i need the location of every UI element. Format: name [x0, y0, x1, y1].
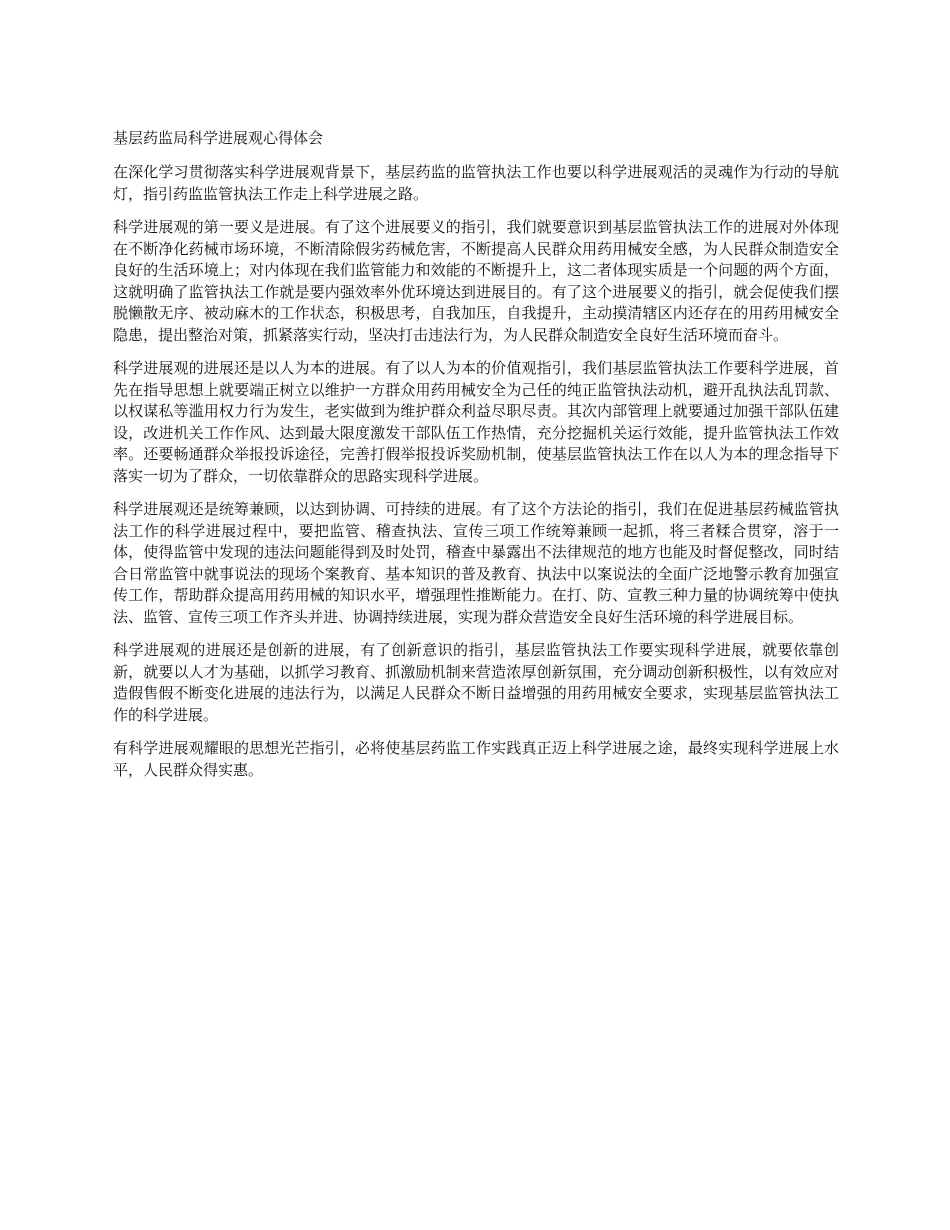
- document-title: 基层药监局科学进展观心得体会: [113, 129, 324, 147]
- paragraph-innovation: 科学进展观的进展还是创新的进展，有了创新意识的指引，基层监管执法工作要实现科学进展，就要依靠创新，就要以人才为基础，以抓学习教育、抓激励机制来营造浓厚创新氛围，充分调动创新积极性，以有效应对造假售假不断变化进展的违法行为，以满足人民群众不断日益增强的用药用械安全要求，实现基层监管执法工作的科学进展。: [113, 641, 839, 724]
- paragraph-people-oriented: 科学进展观的进展还是以人为本的进展。有了以人为本的价值观指引，我们基层监管执法工作要科学进展，首先在指导思想上就要端正树立以维护一方群众用药用械安全为己任的纯正监管执法动机，避开乱执法乱罚款、以权谋私等滥用权力行为发生，老实做到为维护群众利益尽职尽责。其次内部管理上就要通过加强干部队伍建设，改进机关工作作风、达到最大限度激发干部队伍工作热情，充分挖掘机关运行效能，提升监管执法工作效率。还要畅通群众举报投诉途径，完善打假举报投诉奖励机制，使基层监管执法工作在以人为本的理念指导下落实一切为了群众，一切依靠群众的思路实现科学进展。: [113, 359, 839, 485]
- paragraph-intro: 在深化学习贯彻落实科学进展观背景下，基层药监的监管执法工作也要以科学进展观活的灵魂作为行动的导航灯，指引药监监管执法工作走上科学进展之路。: [113, 163, 839, 203]
- paragraph-overall-planning: 科学进展观还是统筹兼顾，以达到协调、可持续的进展。有了这个方法论的指引，我们在促进基层药械监管执法工作的科学进展过程中，要把监管、稽查执法、宣传三项工作统筹兼顾一起抓，将三者糅合贯穿，溶于一体，使得监管中发现的违法问题能得到及时处罚，稽查中暴露出不法律规范的地方也能及时督促整改，同时结合日常监管中就事说法的现场个案教育、基本知识的普及教育、执法中以案说法的全面广泛地警示教育加强宣传工作，帮助群众提高用药用械的知识水平，增强理性推断能力。在打、防、宣教三种力量的协调统筹中使执法、监管、宣传三项工作齐头并进、协调持续进展，实现为群众营造安全良好生活环境的科学进展目标。: [113, 500, 839, 626]
- document-page: [113, 126, 839, 793]
- paragraph-development: 科学进展观的第一要义是进展。有了这个进展要义的指引，我们就要意识到基层监管执法工作的进展对外体现在不断净化药械市场环境，不断清除假劣药械危害，不断提高人民群众用药用械安全感，为人民群众制造安全良好的生活环境上；对内体现在我们监管能力和效能的不断提升上，这二者体现实质是一个问题的两个方面，这就明确了监管执法工作就是要内强效率外优环境达到进展目的。有了这个进展要义的指引，就会促使我们摆脱懒散无序、被动麻木的工作状态，积极思考，自我加压，自我提升，主动摸清辖区内还存在的用药用械安全隐患，提出整治对策，抓紧落实行动，坚决打击违法行为，为人民群众制造安全良好生活环境而奋斗。: [113, 218, 839, 344]
- paragraph-conclusion: 有科学进展观耀眼的思想光芒指引，必将使基层药监工作实践真正迈上科学进展之途，最终实现科学进展上水平，人民群众得实惠。: [113, 739, 839, 779]
